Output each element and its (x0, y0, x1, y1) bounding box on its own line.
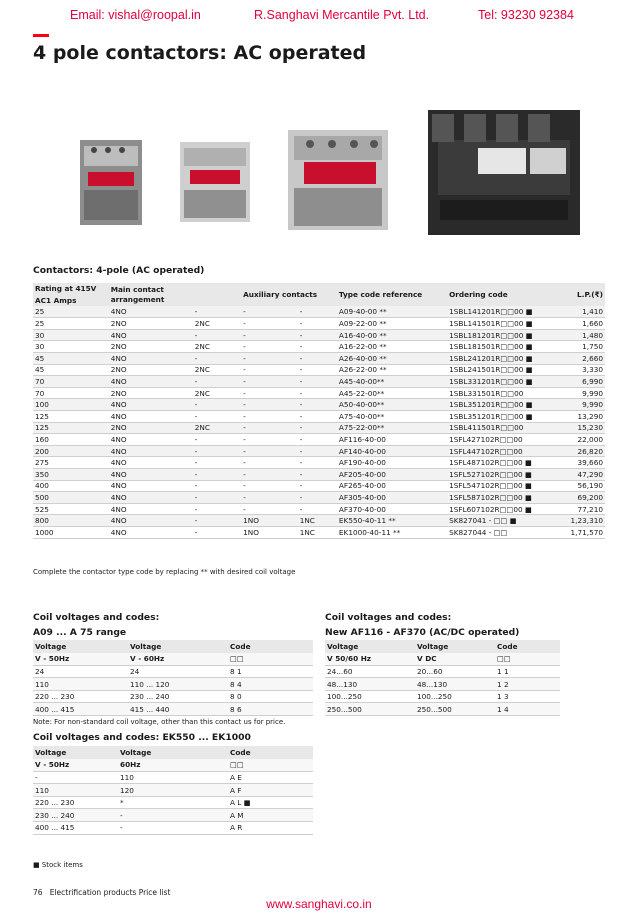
contactor-cell: 4NO (110, 458, 127, 468)
contactor-cell: 1,750 (582, 342, 603, 352)
contactor-cell: - (241, 445, 298, 457)
contactor-cell: - (298, 399, 337, 411)
contactor-cell: - (299, 411, 303, 421)
contactor-cell: - (243, 342, 246, 352)
coil-b-row (325, 690, 560, 703)
contactor-row (33, 387, 605, 399)
contactor-cell: A45-40-00** (337, 376, 447, 388)
contactor-cell: 4NO (110, 504, 127, 514)
contactor-cell: - (194, 411, 198, 421)
coil-a-row (33, 665, 313, 678)
contactor-cell: - (241, 469, 298, 481)
contactor-cell: 39,660 (577, 458, 603, 468)
contactor-cell: - (299, 388, 303, 398)
contactor-cell: 4NO (109, 376, 193, 388)
coil-b-cell: 1 2 (495, 678, 560, 691)
coil-a-cell: 110 ... 120 (128, 678, 228, 691)
col-type-code: Type code reference (337, 283, 447, 306)
contactor-cell: 70 (33, 376, 109, 388)
coil-a-row (33, 678, 313, 691)
contactor-cell: 26,820 (546, 445, 605, 457)
coil-c-h2: Voltage (118, 746, 228, 759)
coil-b-h1: Voltage (325, 640, 415, 653)
coil-b-cell: 1 1 (497, 666, 509, 676)
contactor-cell: - (298, 492, 337, 504)
coil-c-cell: A L ■ (230, 798, 251, 808)
contactor-cell: - (241, 399, 298, 411)
header-phone[interactable]: Tel: 93230 92384 (478, 8, 574, 22)
contactor-row (33, 503, 605, 515)
contactor-cell: A09-40-00 ** (337, 306, 447, 318)
contactor-cell: - (243, 365, 246, 375)
coil-b-cell: 100...250 (327, 692, 362, 702)
coil-a-row (33, 690, 313, 703)
coil-c-cell: A F (228, 784, 313, 797)
footer-text: Electrification products Price list (49, 888, 171, 897)
coil-a-h1: Voltage (33, 640, 128, 653)
col-ordering: Ordering code (447, 283, 546, 306)
contactor-row (33, 318, 605, 330)
contactor-cell: EK1000-40-11 ** (338, 527, 401, 537)
contactor-row (33, 492, 605, 504)
contactor-cell: 70 (35, 388, 45, 398)
col-main-contact: Main contact arrangement (109, 283, 193, 306)
coil-c-row (33, 822, 313, 835)
contactor-cell: SK827041 - □□ ■ (447, 515, 546, 527)
contactor-cell: 1NC (299, 527, 315, 537)
contactor-cell: - (299, 504, 303, 514)
contactor-cell: 1SBL241201R□□00 ■ (447, 353, 546, 365)
contactor-cell: 2NO (110, 365, 127, 375)
contactor-row (33, 376, 605, 388)
contactor-row (33, 515, 605, 527)
coil-a-cell: 24 (35, 666, 45, 676)
contactor-cell: 1SBL241501R□□00 ■ (449, 365, 533, 375)
contactor-cell: - (299, 342, 303, 352)
contactor-cell: AF190-40-00 (338, 458, 386, 468)
coil-c-row (33, 796, 313, 809)
contactor-cell: 9,990 (582, 388, 603, 398)
footer (33, 888, 170, 897)
contactor-cell: SK827044 - □□ (449, 527, 508, 537)
coil-b-cell: 100...250 (417, 692, 452, 702)
contactor-cell: 2NC (194, 365, 210, 375)
contactor-cell: 4NO (109, 353, 193, 365)
contactor-cell: - (193, 306, 241, 318)
contactor-cell: - (193, 376, 241, 388)
contactor-cell: 125 (33, 422, 109, 434)
coil-b-cell: 48...130 (325, 678, 415, 691)
contactor-cell: - (243, 411, 246, 421)
contactor-cell: - (241, 492, 298, 504)
contactor-cell: 1SBL181501R□□00 ■ (449, 342, 533, 352)
main-note: Complete the contactor type code by replacing ** with desired coil voltage (33, 568, 296, 576)
contactor-cell: 1SBL351201R□□00 ■ (449, 411, 533, 421)
contactor-cell: 200 (33, 445, 109, 457)
coil-a-title1: Coil voltages and codes: (33, 612, 160, 623)
stock-note: ■ Stock items (33, 861, 83, 869)
contactor-cell: 30 (33, 329, 109, 341)
contactor-cell: 500 (33, 492, 109, 504)
contactor-cell: 275 (35, 458, 49, 468)
contactor-cell: - (243, 504, 246, 514)
contactor-cell: 125 (35, 411, 49, 421)
contactor-cell: - (298, 445, 337, 457)
contactor-cell: 1SFL447102R□□00 (447, 445, 546, 457)
contactor-cell: - (241, 422, 298, 434)
contactor-cell: - (241, 376, 298, 388)
contactor-cell: 1NC (298, 515, 337, 527)
contactor-cell: 1SBL181201R□□00 ■ (447, 329, 546, 341)
coil-a-s3: □□ (228, 653, 313, 666)
col-rating: Rating at 415V (33, 283, 109, 295)
contactor-cell: - (241, 329, 298, 341)
coil-c-cell: - (120, 823, 123, 833)
contactor-cell: - (194, 504, 198, 514)
contactor-cell: 4NO (109, 399, 193, 411)
contactor-cell: 4NO (110, 435, 127, 445)
contactor-cell: 1SFL487102R□□00 ■ (449, 458, 532, 468)
contactor-cell: AF140-40-00 (337, 445, 447, 457)
contactor-cell: 9,990 (546, 399, 605, 411)
contactor-cell: 2,660 (546, 353, 605, 365)
contactor-cell: 1NO (243, 527, 259, 537)
page-number: 76 (33, 888, 43, 897)
contactor-cell: - (298, 376, 337, 388)
contactor-cell: 25 (35, 319, 45, 329)
contactor-cell: - (299, 481, 303, 491)
contactor-row (33, 445, 605, 457)
coil-b-cell: 250...500 (325, 703, 415, 716)
coil-b-s3: □□ (495, 653, 560, 666)
top-header (0, 8, 638, 24)
contactor-cell: 2NO (110, 342, 127, 352)
contactor-cell: - (193, 329, 241, 341)
coil-c-cell: - (118, 809, 228, 822)
coil-c-cell: * (120, 798, 124, 808)
coil-c-row (33, 784, 313, 797)
coil-a-cell: 230 ... 240 (130, 692, 170, 702)
coil-b-cell: 250...500 (415, 703, 495, 716)
coil-a-cell: 110 (33, 678, 128, 691)
contactor-cell: 1SBL411501R□□00 (447, 422, 546, 434)
contactor-cell: 1SFL547102R□□00 ■ (449, 481, 532, 491)
coil-b-cell: 1 4 (495, 703, 560, 716)
contactor-a26-image (180, 142, 250, 222)
contactors-table (33, 283, 605, 539)
contactor-cell: A75-22-00** (337, 422, 447, 434)
contactor-row (33, 306, 605, 318)
contactor-cell: 1SBL351201R□□00 ■ (447, 399, 546, 411)
coil-c-cell: - (35, 772, 38, 782)
contactor-cell: A16-40-00 ** (337, 329, 447, 341)
coil-a-row (33, 703, 313, 716)
coil-c-cell: A E (230, 772, 242, 782)
coil-c-table (33, 746, 313, 835)
contactor-ek-image (428, 110, 580, 235)
contactor-cell: 4NO (110, 411, 127, 421)
contactor-cell: - (299, 458, 303, 468)
coil-c-h1: Voltage (33, 746, 118, 759)
contactor-cell: 1000 (35, 527, 54, 537)
header-email[interactable]: Email: vishal@roopal.in (70, 8, 201, 22)
contactor-cell: 1,410 (546, 306, 605, 318)
contactor-cell: - (194, 435, 198, 445)
contactor-cell: A16-22-00 ** (338, 342, 387, 352)
contactor-cell: 1SFL527102R□□00 ■ (447, 469, 546, 481)
contactor-cell: A26-22-00 ** (338, 365, 387, 375)
contactor-cell: - (193, 469, 241, 481)
coil-b-row (325, 678, 560, 691)
contactor-cell: 2NO (110, 319, 127, 329)
contactor-cell: 1SBL141201R□□00 ■ (447, 306, 546, 318)
coil-a-table (33, 640, 313, 716)
contactor-cell: 1SFL427102R□□00 (449, 435, 523, 445)
contactor-cell: - (298, 329, 337, 341)
contactor-row (33, 329, 605, 341)
contactor-cell: - (299, 435, 303, 445)
col-lp: L.P.(₹) (546, 283, 605, 306)
coil-a-cell: 24 (130, 666, 140, 676)
coil-c-s3: □□ (228, 759, 313, 772)
contactor-cell: 4NO (110, 527, 127, 537)
contactor-cell: 45 (33, 353, 109, 365)
coil-b-s2: V DC (415, 653, 495, 666)
coil-c-cell: 120 (118, 784, 228, 797)
coil-c-cell: 110 (120, 772, 134, 782)
contactor-cell: - (194, 458, 198, 468)
website-link[interactable]: www.sanghavi.co.in (266, 897, 372, 911)
coil-a-s2: V - 60Hz (128, 653, 228, 666)
contactor-cell: 77,210 (577, 504, 603, 514)
contactor-cell: 4NO (110, 481, 127, 491)
contactor-cell: - (193, 515, 241, 527)
coil-a-cell: 220 ... 230 (35, 692, 75, 702)
contactor-cell: AF370-40-00 (338, 504, 386, 514)
contactor-cell: 100 (33, 399, 109, 411)
contactor-cell: AF205-40-00 (337, 469, 447, 481)
contactor-cell: - (299, 319, 303, 329)
contactor-cell: 45 (35, 365, 45, 375)
coil-c-row (33, 771, 313, 784)
coil-c-s2: 60Hz (118, 759, 228, 772)
contactor-cell: 525 (35, 504, 49, 514)
contactor-cell: - (298, 469, 337, 481)
coil-a-title2: A09 ... A 75 range (33, 627, 127, 638)
coil-b-h3: Code (495, 640, 560, 653)
coil-b-s1: V 50/60 Hz (325, 653, 415, 666)
contactor-cell: 1,23,310 (546, 515, 605, 527)
contactor-cell: 15,230 (546, 422, 605, 434)
contactor-row (33, 411, 605, 423)
contactor-cell: 4NO (109, 492, 193, 504)
contactor-cell: - (299, 365, 303, 375)
coil-c-title: Coil voltages and codes: EK550 ... EK1000 (33, 732, 251, 743)
coil-a-cell: 8 0 (230, 692, 242, 702)
coil-c-cell: 230 ... 240 (33, 809, 118, 822)
coil-b-cell: 48...130 (415, 678, 495, 691)
contactor-cell: 4NO (109, 306, 193, 318)
contactor-cell: - (298, 306, 337, 318)
contactor-row (33, 353, 605, 365)
contactor-cell: 400 (35, 481, 49, 491)
contactor-row (33, 341, 605, 353)
coil-c-cell: 110 (33, 784, 118, 797)
contactor-cell: - (193, 399, 241, 411)
contactor-cell: 1SBL331501R□□00 (449, 388, 524, 398)
contactor-cell: 1,660 (582, 319, 603, 329)
contactor-cell: 69,200 (546, 492, 605, 504)
contactor-cell: - (243, 319, 246, 329)
contactor-cell: 47,290 (546, 469, 605, 481)
contactor-cell: - (243, 458, 246, 468)
coil-c-cell: 220 ... 230 (35, 798, 75, 808)
coil-b-row (325, 665, 560, 678)
coil-b-cell: 1 3 (497, 692, 509, 702)
contactor-cell: - (298, 422, 337, 434)
coil-a-h2: Voltage (128, 640, 228, 653)
coil-c-s1: V - 50Hz (33, 759, 118, 772)
contactor-cell: A45-22-00** (338, 388, 385, 398)
contactor-cell: A09-22-00 ** (338, 319, 387, 329)
coil-c-cell: A M (228, 809, 313, 822)
main-section-title: Contactors: 4-pole (AC operated) (33, 265, 205, 276)
accent-bar (33, 34, 49, 37)
contactor-cell: 56,190 (577, 481, 603, 491)
contactor-cell: 800 (33, 515, 109, 527)
contactor-cell: 160 (35, 435, 49, 445)
contactor-row (33, 526, 605, 538)
contactor-cell: 1SFL587102R□□00 ■ (447, 492, 546, 504)
contactor-row (33, 364, 605, 376)
contactor-row (33, 457, 605, 469)
contactor-cell: 2NO (110, 388, 127, 398)
coil-b-row (325, 703, 560, 716)
coil-a-cell: 415 ... 440 (128, 703, 228, 716)
contactor-cell: AF265-40-00 (338, 481, 386, 491)
contactor-cell: 4NO (109, 469, 193, 481)
coil-a-cell: 8 1 (230, 666, 242, 676)
contactor-cell: 1SFL607102R□□00 ■ (449, 504, 532, 514)
coil-c-h3: Code (228, 746, 313, 759)
contactor-cell: A26-40-00 ** (337, 353, 447, 365)
coil-a-s1: V - 50Hz (33, 653, 128, 666)
contactor-cell: 6,990 (546, 376, 605, 388)
contactor-cell: 4NO (109, 515, 193, 527)
contactor-cell: 4NO (109, 329, 193, 341)
col-aux: Auxiliary contacts (241, 283, 337, 306)
contactor-cell: 1SBL331201R□□00 ■ (447, 376, 546, 388)
contactor-row (33, 422, 605, 434)
contactor-cell: - (193, 353, 241, 365)
contactor-cell: - (193, 492, 241, 504)
contactor-cell: 25 (33, 306, 109, 318)
contactor-cell: AF305-40-00 (337, 492, 447, 504)
coil-b-title1: Coil voltages and codes: (325, 612, 452, 623)
contactor-cell: - (193, 445, 241, 457)
contactor-cell: - (243, 481, 246, 491)
coil-b-cell: 24...60 (327, 666, 353, 676)
coil-a-cell: 8 4 (228, 678, 313, 691)
contactor-cell: 30 (35, 342, 45, 352)
contactor-row (33, 399, 605, 411)
coil-c-row (33, 809, 313, 822)
coil-b-title2: New AF116 - AF370 (AC/DC operated) (325, 627, 520, 638)
contactor-cell: 1,71,570 (570, 527, 603, 537)
contactor-cell: 1SBL141501R□□00 ■ (449, 319, 533, 329)
contactor-a09-image (80, 140, 142, 225)
contactor-cell: - (243, 388, 246, 398)
contactor-cell: - (241, 353, 298, 365)
coil-a-cell: 8 6 (228, 703, 313, 716)
coil-c-cell: A R (230, 823, 243, 833)
coil-a-note: Note: For non-standard coil voltage, other than this contact us for price. (33, 718, 286, 726)
contactor-cell: A50-40-00** (337, 399, 447, 411)
contactor-cell: 2NO (109, 422, 193, 434)
header-company: R.Sanghavi Mercantile Pvt. Ltd. (254, 8, 430, 22)
col-ac1: AC1 Amps (33, 295, 109, 307)
contactor-cell: 2NC (193, 422, 241, 434)
contactor-cell: - (243, 435, 246, 445)
contactor-cell: 2NC (194, 388, 210, 398)
product-photos (60, 100, 600, 240)
contactor-cell: - (241, 306, 298, 318)
coil-b-table (325, 640, 560, 716)
contactor-cell: 13,290 (577, 411, 603, 421)
contactor-cell: 2NC (194, 319, 210, 329)
coil-a-h3: Code (228, 640, 313, 653)
contactor-cell: - (298, 353, 337, 365)
coil-a-cell: 400 ... 415 (33, 703, 128, 716)
coil-b-cell: 20...60 (417, 666, 443, 676)
contactor-cell: - (194, 527, 198, 537)
contactor-cell: EK550-40-11 ** (337, 515, 447, 527)
contactor-a75-image (288, 130, 388, 230)
coil-c-cell: 400 ... 415 (35, 823, 75, 833)
contactor-cell: 2NC (194, 342, 210, 352)
contactor-cell: 350 (33, 469, 109, 481)
contactor-cell: AF116-40-00 (338, 435, 386, 445)
contactor-row (33, 434, 605, 446)
contactor-cell: - (194, 481, 198, 491)
contactor-cell: 1NO (241, 515, 298, 527)
contactor-cell: 1,480 (546, 329, 605, 341)
contactor-cell: 22,000 (577, 435, 603, 445)
contactor-row (33, 469, 605, 481)
contactor-cell: A75-40-00** (338, 411, 385, 421)
contactor-row (33, 480, 605, 492)
contactor-cell: 3,330 (582, 365, 603, 375)
coil-b-h2: Voltage (415, 640, 495, 653)
contactor-cell: 4NO (109, 445, 193, 457)
page-title: 4 pole contactors: AC operated (33, 42, 367, 64)
